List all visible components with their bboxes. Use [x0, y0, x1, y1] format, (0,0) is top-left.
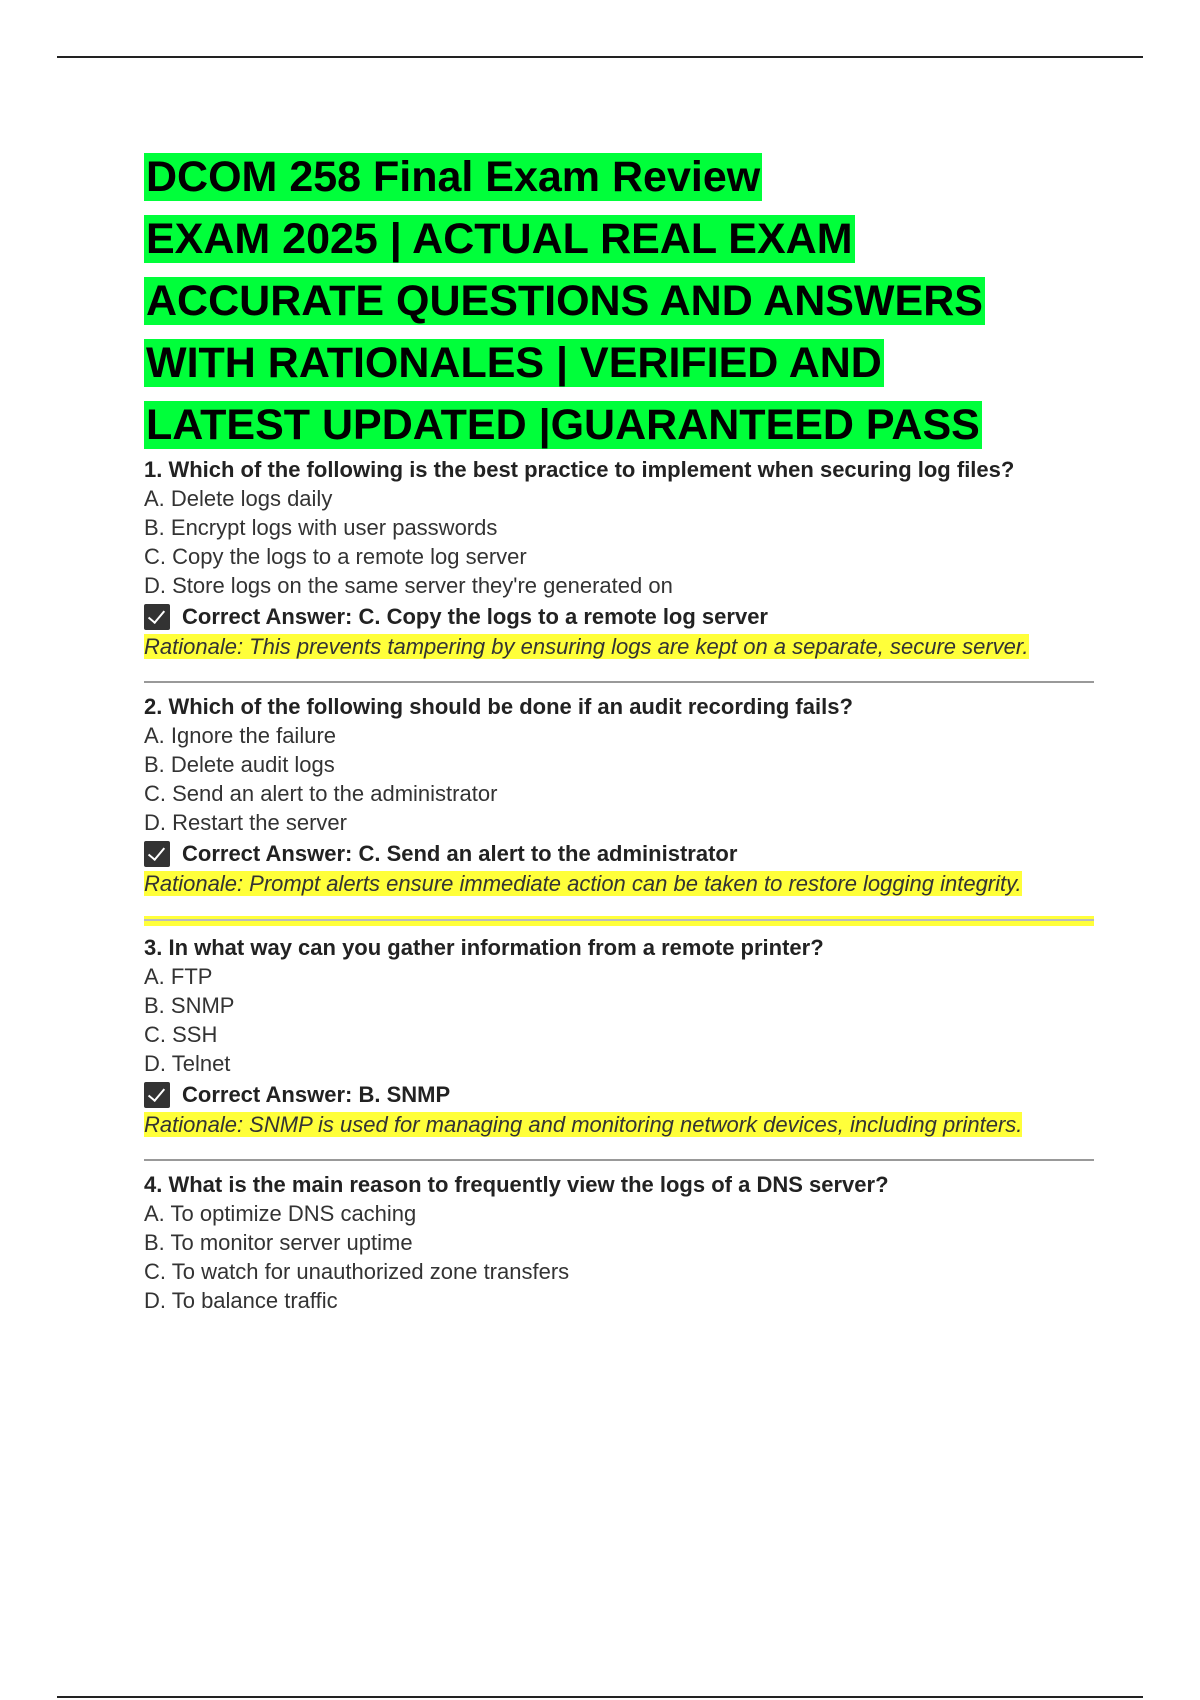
option-item: B. Encrypt logs with user passwords	[144, 515, 498, 540]
question-text: 4. What is the main reason to frequently view the logs of a DNS server?	[144, 1172, 889, 1197]
option-item: A. To optimize DNS caching	[144, 1201, 417, 1226]
title-line: WITH RATIONALES | VERIFIED AND	[146, 339, 882, 387]
option-item: D. To balance traffic	[144, 1288, 338, 1313]
option-item: C. Send an alert to the administrator	[144, 781, 498, 806]
option-list	[144, 484, 1094, 600]
document-body	[144, 146, 1094, 1315]
question-block-4	[144, 1171, 1094, 1315]
option-item: A. Ignore the failure	[144, 723, 337, 748]
title-line: LATEST UPDATED |GUARANTEED PASS	[146, 401, 980, 449]
question-divider	[144, 1159, 1094, 1161]
option-item: B. To monitor server uptime	[144, 1230, 413, 1255]
bottom-rule	[57, 1696, 1143, 1698]
title-line: ACCURATE QUESTIONS AND ANSWERS	[146, 277, 983, 325]
option-list	[144, 721, 1094, 837]
correct-answer	[144, 1080, 1094, 1110]
question-divider	[144, 681, 1094, 683]
correct-answer	[144, 602, 1094, 632]
option-item: D. Store logs on the same server they're generated on	[144, 573, 673, 598]
rationale-text: Rationale: This prevents tampering by ensuring logs are kept on a separate, secure server.	[144, 634, 1029, 659]
question-block-1	[144, 456, 1094, 661]
option-item: B. SNMP	[144, 993, 235, 1018]
correct-answer-text: Correct Answer: B. SNMP	[182, 1082, 451, 1107]
title-line: DCOM 258 Final Exam Review	[146, 153, 761, 201]
title-line: EXAM 2025 | ACTUAL REAL EXAM	[146, 215, 853, 263]
option-item: A. FTP	[144, 964, 213, 989]
option-item: C. Copy the logs to a remote log server	[144, 544, 527, 569]
option-item: C. SSH	[144, 1022, 218, 1047]
question-divider	[144, 916, 1094, 926]
option-item: D. Restart the server	[144, 810, 347, 835]
option-item: B. Delete audit logs	[144, 752, 335, 777]
rationale	[144, 869, 1094, 898]
top-rule	[57, 56, 1143, 58]
question-text: 3. In what way can you gather information from a remote printer?	[144, 935, 824, 960]
question-block-2	[144, 693, 1094, 898]
checkmark-icon	[144, 1082, 170, 1108]
correct-answer-text: Correct Answer: C. Send an alert to the administrator	[182, 841, 738, 866]
question-block-3	[144, 934, 1094, 1139]
option-item: C. To watch for unauthorized zone transfers	[144, 1259, 570, 1284]
rationale	[144, 632, 1094, 661]
checkmark-icon	[144, 841, 170, 867]
document-title	[144, 146, 1094, 456]
rationale	[144, 1110, 1094, 1139]
correct-answer	[144, 839, 1094, 869]
option-list	[144, 962, 1094, 1078]
rationale-text: Rationale: SNMP is used for managing and monitoring network devices, including printers.	[144, 1112, 1023, 1137]
rationale-text: Rationale: Prompt alerts ensure immediate action can be taken to restore logging integrity.	[144, 871, 1022, 896]
checkmark-icon	[144, 604, 170, 630]
correct-answer-text: Correct Answer: C. Copy the logs to a remote log server	[182, 604, 768, 629]
option-list	[144, 1199, 1094, 1315]
option-item: D. Telnet	[144, 1051, 231, 1076]
question-text: 1. Which of the following is the best practice to implement when securing log files?	[144, 457, 1015, 482]
option-item: A. Delete logs daily	[144, 486, 333, 511]
question-text: 2. Which of the following should be done if an audit recording fails?	[144, 694, 853, 719]
